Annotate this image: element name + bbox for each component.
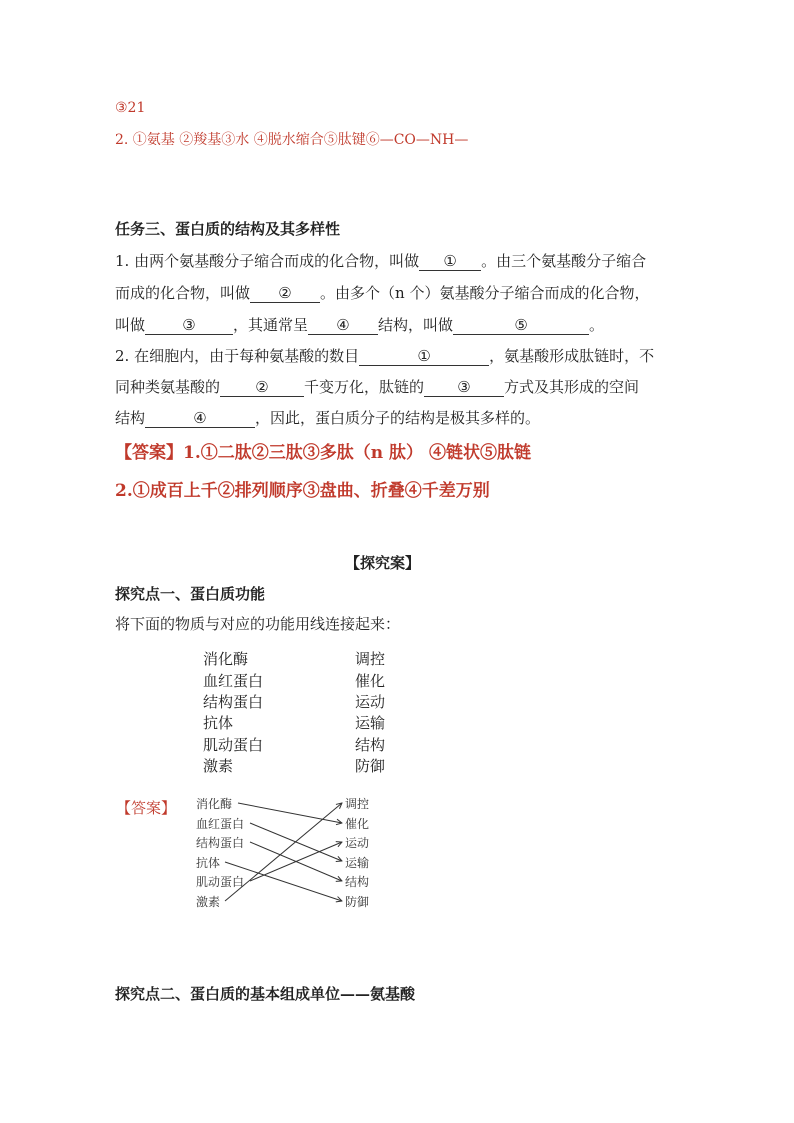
blank-p2-3[interactable]: ③ bbox=[424, 378, 504, 397]
task3-p1-line1: 1. 由两个氨基酸分子缩合而成的化合物，叫做 ① 。由三个氨基酸分子缩合 bbox=[115, 252, 647, 270]
task3-p1-line2: 而成的化合物，叫做 ② 。由多个（n 个）氨基酸分子缩合而成的化合物， bbox=[115, 284, 650, 302]
explore-title: 【探究案】 bbox=[345, 554, 421, 572]
task3-p1-line3: 叫做 ③ ，其通常呈 ④ 结构，叫做 ⑤ 。 bbox=[115, 316, 605, 334]
blank-5[interactable]: ⑤ bbox=[453, 316, 589, 335]
blank-4[interactable]: ④ bbox=[308, 316, 378, 335]
task3-p2-line2: 同种类氨基酸的 ② 千变万化，肽链的 ③ 方式及其形成的空间 bbox=[115, 378, 640, 396]
right-item: 运动 bbox=[355, 693, 386, 711]
left-item: 消化酶 bbox=[203, 650, 249, 668]
blank-p2-1[interactable]: ① bbox=[359, 347, 489, 366]
answer-right-item: 运动 bbox=[345, 836, 370, 850]
answer-left-item: 抗体 bbox=[196, 856, 221, 870]
blank-p2-4[interactable]: ④ bbox=[145, 409, 255, 428]
right-item: 运输 bbox=[355, 714, 386, 732]
task3-p2-line3: 结构 ④ ，因此，蛋白质分子的结构是极其多样的。 bbox=[115, 409, 541, 427]
left-item: 肌动蛋白 bbox=[203, 736, 264, 754]
top-answer-line2: 2. ①氨基 ②羧基③水 ④脱水缩合⑤肽键⑥—CO—NH— bbox=[115, 132, 469, 148]
answer-line bbox=[238, 803, 342, 823]
answer-left-item: 血红蛋白 bbox=[196, 817, 245, 831]
answer-right-item: 结构 bbox=[345, 875, 370, 889]
task3-p2-line1: 2. 在细胞内，由于每种氨基酸的数目 ① ，氨基酸形成肽链时，不 bbox=[115, 347, 655, 365]
answer-right-item: 防御 bbox=[345, 895, 370, 909]
task3-answer2: 2.①成百上千②排列顺序③盘曲、折叠④千差万别 bbox=[115, 481, 490, 501]
answer-line bbox=[225, 862, 342, 901]
answer-left-item: 肌动蛋白 bbox=[196, 875, 245, 889]
answer-line bbox=[225, 803, 342, 901]
explore-point1: 探究点一、蛋白质功能 bbox=[115, 585, 266, 603]
answer-left-item: 消化酶 bbox=[196, 797, 233, 811]
matching-answer-label: 【答案】 bbox=[116, 799, 177, 817]
blank-3[interactable]: ③ bbox=[145, 316, 233, 335]
left-item: 激素 bbox=[203, 757, 234, 775]
blank-p2-2[interactable]: ② bbox=[220, 378, 304, 397]
answer-right-item: 催化 bbox=[345, 817, 370, 831]
explore-instruction: 将下面的物质与对应的功能用线连接起来： bbox=[115, 615, 401, 633]
task3-answer1: 【答案】1.①二肽②三肽③多肽（n 肽） ④链状⑤肽链 bbox=[115, 443, 531, 463]
right-item: 结构 bbox=[355, 736, 386, 754]
answer-right-item: 运输 bbox=[345, 856, 370, 870]
left-item: 结构蛋白 bbox=[203, 693, 264, 711]
answer-right-item: 调控 bbox=[345, 797, 370, 811]
explore-point2: 探究点二、蛋白质的基本组成单位——氨基酸 bbox=[115, 985, 416, 1003]
top-answer-line1: ③21 bbox=[115, 100, 146, 116]
answer-left-item: 结构蛋白 bbox=[196, 836, 245, 850]
answer-left-item: 激素 bbox=[196, 895, 221, 909]
right-item: 催化 bbox=[355, 672, 386, 690]
task3-heading: 任务三、蛋白质的结构及其多样性 bbox=[115, 220, 341, 238]
right-item: 调控 bbox=[355, 650, 386, 668]
left-item: 抗体 bbox=[203, 714, 234, 732]
right-item: 防御 bbox=[355, 757, 386, 775]
blank-2[interactable]: ② bbox=[250, 284, 320, 303]
blank-1[interactable]: ① bbox=[419, 252, 481, 271]
left-item: 血红蛋白 bbox=[203, 672, 264, 690]
